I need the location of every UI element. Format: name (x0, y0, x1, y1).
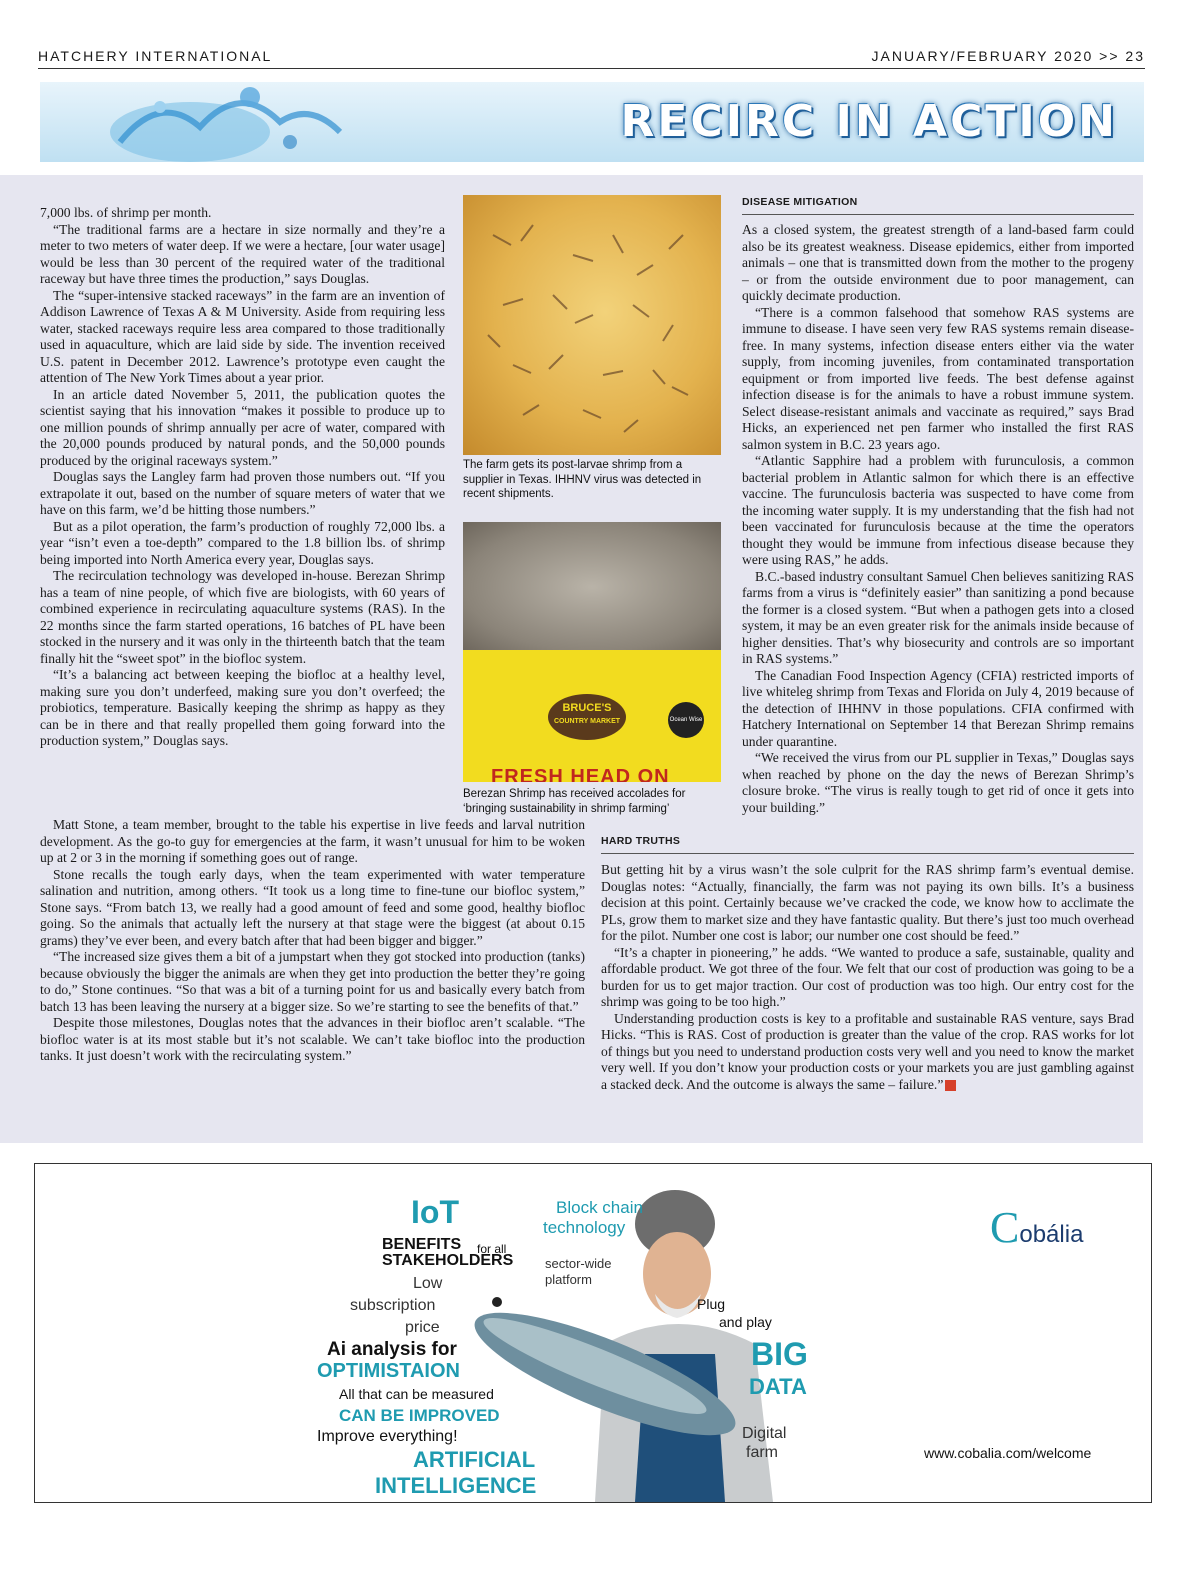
cobalia-url[interactable]: www.cobalia.com/welcome (924, 1445, 1092, 1461)
article-paragraph: 7,000 lbs. of shrimp per month. (40, 205, 212, 220)
ocean-wise-seal: Ocean Wise (668, 702, 704, 738)
ad-subscription: subscription (350, 1297, 436, 1314)
article-paragraph: Stone recalls the tough early days, when the team experimented with water temperature salination and nutrition, among others. “It took us a long time to fine-tune our biofloc system,” Stone says. “From batch 13, we really had a good amount of feed and some good, healthy biofloc going. So the animals that actually left the nursery at that stage were the biggest (at about 0.15 grams) they’ve ever been, and every batch after that had been bigger and bigger.” (40, 866, 585, 948)
cobalia-advertisement (34, 1163, 1152, 1503)
article-paragraph: “The traditional farms are a hectare in size normally and they’re a meter to two meters of water deep. If we were a hectare, [our water usage] would be less than 30 percent of the required water of the traditional raceway but have three times the production,” says Douglas. (40, 221, 445, 286)
ad-data: DATA (749, 1374, 807, 1399)
ad-digital: Digital (742, 1425, 787, 1442)
ad-platform: platform (545, 1272, 592, 1287)
ad-sector-wide: sector-wide (545, 1256, 612, 1271)
article-paragraph: B.C.-based industry consultant Samuel Chen believes sanitizing RAS farms from a virus is “definitely easier” than sanitizing a pond because the former is a closed system. “But when a pathogen gets into a closed system, it may be an even greater risk for the animals inside because of higher densities. That’s why biosecurity and controls are so important in RAS systems.” (742, 568, 1134, 666)
article-paragraph: But getting hit by a virus wasn’t the sole culprit for the RAS shrimp farm’s eventual demise. Douglas notes: “Actually, financially, the farm was not paying its own bills. It’s a business decision at this point. Certainly because we’ve cracked the code, we know how to acclimate the PLs, grow them to market size and they have fantastic quality. But there’s just too much overhead for the pilot. Number one cost is labor; our number one cost should be feed.” (601, 862, 1134, 943)
brand-sub: COUNTRY MARKET (553, 718, 621, 725)
ad-can-improved: CAN BE IMPROVED (339, 1406, 500, 1425)
article-paragraph: “The increased size gives them a bit of a jumpstart when they got stocked into production (tanks) because obviously the bigger the animals are when they get into production the better they’re going to do,” Stone continues. “So that was a bit of a turning point for us and basically every batch from batch 13 has been leaving the nursery at a bigger size. So we’re starting to see the benefits of that.” (40, 949, 585, 1014)
issue-page-number: JANUARY/FEBRUARY 2020 >> 23 (871, 48, 1145, 64)
article-paragraph: “It’s a chapter in pioneering,” he adds. “We wanted to produce a safe, sustainable, quality and affordable product. We got three of the four. We felt that our cost of production was going to be a burden for us to get major traction. Our cost of production was too high. Our entry cost for the shrimp was going to be too high.” (601, 944, 1134, 1009)
page-header (38, 48, 1145, 69)
photo-caption-1: The farm gets its post-larvae shrimp from a supplier in Texas. IHHNV virus was detected in recent shipments. (463, 459, 702, 500)
brand-name: BRUCE'S (562, 702, 612, 714)
article-paragraph: The recirculation technology was developed in-house. Berezan Shrimp has a team of nine people, of which five are biologists, with 60 years of combined experience in recirculating aquaculture systems (RAS). In the 22 months since the farm started operations, 16 batches of PL have been stocked in the nursery and it was only in the thirteenth batch that the team finally hit the “sweet spot” in the biofloc system. (40, 568, 445, 666)
ad-and-play: and play (719, 1314, 772, 1330)
article-paragraph: The Canadian Food Inspection Agency (CFIA) restricted imports of live whiteleg shrimp from Texas and Florida on July 4, 2019 because of the detection of IHHNV in those populations. CFIA confirmed with Hatchery International on September 14 that Berezan Shrimp remains under quarantine. (742, 667, 1134, 749)
ad-plug: Plug (697, 1296, 726, 1312)
article-paragraph: Understanding production costs is key to a profitable and sustainable RAS venture, says Brad Hicks. “This is RAS. Cost of production is greater than the value of the crop. RAS works for lot of things but you need to understand production costs very well and you need to know the market very well. If you don’t know your production costs or your markets you are just gambling against a stacked deck. And the outcome is always the same – failure.” (601, 1010, 1134, 1092)
logo-text: obália (1019, 1221, 1084, 1248)
ad-artificial: ARTIFICIAL (413, 1447, 536, 1472)
ad-stakeholders: STAKEHOLDERS (382, 1252, 514, 1269)
article-paragraph: “We received the virus from our PL supplier in Texas,” Douglas says when reached by phone on the day the news of Berezan Shrimp’s closure broke. “The virus is really tough to get rid of once it gets into your building.” (742, 750, 1134, 815)
brand-logo (548, 694, 626, 740)
hard-truths-heading: HARD TRUTHS (601, 835, 1134, 854)
article-paragraph: Matt Stone, a team member, brought to the table his expertise in live feeds and larval nutrition development. As the go-to guy for emergencies at the farm, it wasn’t unusual for him to be woken up at 2 or 3 in the morning if something goes out of range. (40, 817, 585, 865)
article-paragraph: “There is a common falsehood that somehow RAS systems are immune to disease. I have seen very few RAS systems remain disease-free. In many systems, infection disease enters either via the water supply, from incoming juveniles, from contaminated transportation equipment or from imported live feeds. The best defense against infection disease is for the animals to have a robust immune system. Select disease-resistant animals and vaccinate as required,” says Brad Hicks, an experienced net pen farmer who installed the first RAS salmon system in B.C. 23 years ago. (742, 304, 1134, 452)
ad-improve-everything: Improve everything! (317, 1428, 458, 1445)
ad-technology: technology (543, 1218, 626, 1237)
ad-intelligence: INTELLIGENCE (375, 1473, 537, 1498)
ad-benefits: BENEFITS (382, 1236, 462, 1253)
article-paragraph: Douglas says the Langley farm had proven those numbers out. “If you extrapolate it out, based on the number of square meters of water that we have on this farm, we’d be hitting those numbers.” (40, 469, 445, 517)
cobalia-logo (990, 1202, 1083, 1253)
shrimp-larvae-photo (463, 195, 721, 455)
disease-mitigation-heading: DISEASE MITIGATION (742, 196, 1134, 215)
ad-low: Low (413, 1275, 443, 1292)
ad-ai-analysis: Ai analysis for (327, 1339, 457, 1360)
article-paragraph: In an article dated November 5, 2011, the publication quotes the scientist saying that his innovation “makes it possible to produce up to one million pounds of shrimp annually per acre of water, compared with the 20,000 pounds produced by natural ponds, and the 50,000 pounds produced by the original raceways system.” (40, 386, 445, 468)
end-of-article-icon (945, 1080, 956, 1091)
section-banner (40, 82, 1144, 162)
article-column-disease (742, 222, 1134, 816)
ad-optimisation: OPTIMISTAION (317, 1360, 460, 1382)
ad-farm: farm (746, 1444, 778, 1461)
article-column-lower (40, 817, 585, 1065)
photo-caption-2: Berezan Shrimp has received accolades for ‘bringing sustainability in shrimp farming’ (463, 788, 686, 815)
article-paragraph: As a closed system, the greatest strength of a land-based farm could also be its greatest weakness. Disease epidemics, either from imported animals – one that is transmitted down from the mother to the progeny – or from the outside environment due to poor management, can quickly decimate production. (742, 222, 1134, 303)
article-paragraph: “Atlantic Sapphire had a problem with furunculosis, a common bacterial problem in Atlantic salmon for which there is an effective vaccine. The furunculosis bacteria was suspected to have come from the incoming water supply. It is my understanding that the fish had not been vaccinated for furunculosis because at the time the operators thought they would be immune from infectious disease because they were using RAS,” he adds. (742, 453, 1134, 567)
article-column-1 (40, 205, 445, 750)
article-paragraph: The “super-intensive stacked raceways” in the farm are an invention of Addison Lawrence of Texas A & M University. Aside from requiring less water, stacked raceways require less area compared to those traditionally used in aquaculture, which are laid side by side. The invention received U.S. patent in December 2012. Lawrence’s prototype even caught the attention of The New York Times about a year prior. (40, 287, 445, 385)
ad-blockchain: Block chain (556, 1198, 643, 1217)
water-splash-graphic (100, 82, 360, 162)
ad-big: BIG (751, 1336, 808, 1372)
package-text: FRESH HEAD ON (491, 766, 670, 782)
article-paragraph: But as a pilot operation, the farm’s production of roughly 72,000 lbs. a year “isn’t even a toe-depth” compared to the 1.8 billion lbs. of shrimp being imported into North America every year, Douglas says. (40, 518, 445, 567)
article-paragraph: “It’s a balancing act between keeping the biofloc at a healthy level, making sure you don’t underfeed, making sure you don’t overfeed; the probiotics, temperature. Basically keeping the shrimp as happy as they can be in there and that really propelled them going forward into the production system,” Douglas says. (40, 667, 445, 748)
ad-for-all: for all (477, 1242, 507, 1256)
larvae-illustration (463, 195, 721, 455)
ad-all-measured: All that can be measured (339, 1386, 494, 1402)
logo-c: C (990, 1203, 1020, 1252)
ad-price: price (405, 1319, 440, 1336)
shrimp-pile (463, 522, 721, 652)
packaged-shrimp-photo (463, 522, 721, 782)
publication-name: HATCHERY INTERNATIONAL (38, 48, 273, 64)
article-paragraph: Despite those milestones, Douglas notes that the advances in their biofloc aren’t scalable. “The biofloc water is at its most stable but it’s not scalable. We can’t take biofloc into the production tanks. It just doesn’t work with the recirculating system.” (40, 1015, 585, 1063)
section-title: RECIRC IN ACTION (620, 96, 1118, 147)
ad-iot: IoT (411, 1194, 459, 1230)
article-column-hard-truths (601, 862, 1134, 1093)
